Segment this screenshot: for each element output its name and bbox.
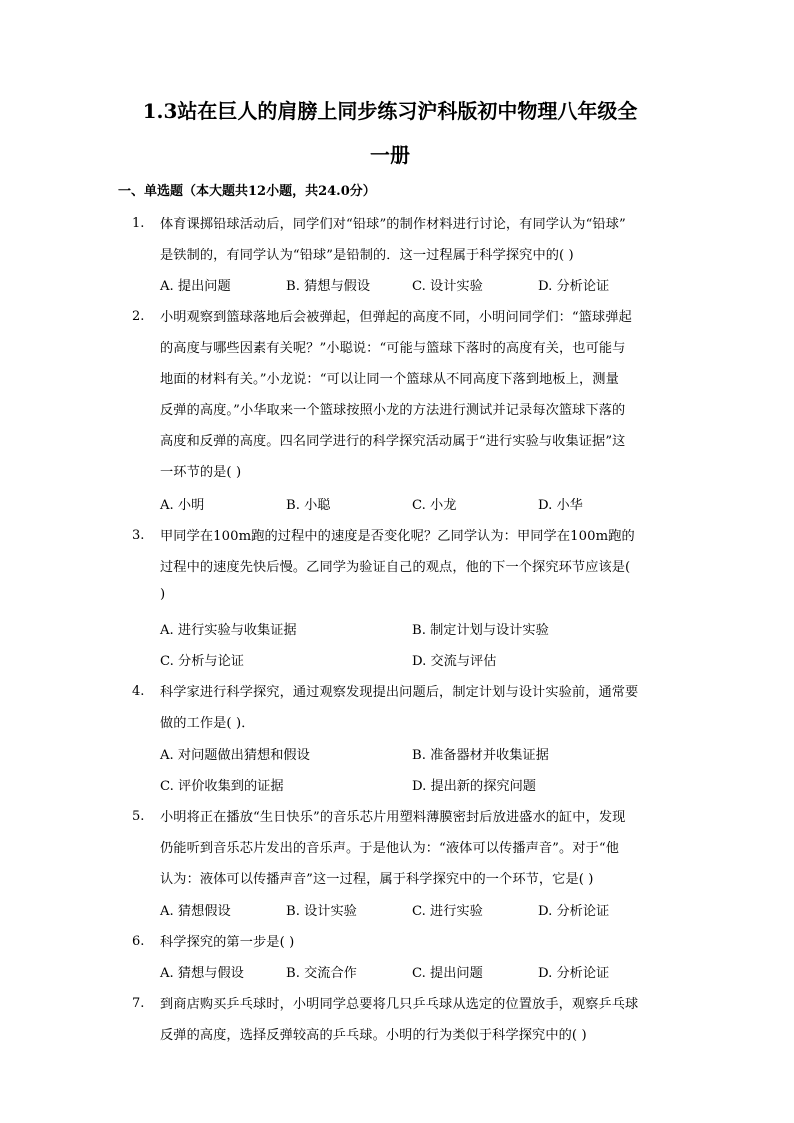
question-text-line: )	[160, 587, 166, 602]
option-a: A. 猜想与假设	[160, 966, 244, 981]
option-c: C. 分析与论证	[160, 654, 244, 669]
question-text-line: 体育课掷铅球活动后，同学们对“铅球”的制作材料进行讨论，有同学认为“铅球”	[160, 217, 626, 232]
option-d: D. 分析论证	[538, 904, 610, 919]
option-b: B. 准备器材并收集证据	[412, 748, 549, 763]
question-number: 4.	[132, 684, 145, 699]
question-text-line: 认为：液体可以传播声音”这一过程，属于科学探究中的一个环节，它是( )	[160, 872, 594, 887]
question-number: 2.	[132, 309, 145, 324]
question-number: 6.	[132, 934, 145, 949]
question-text-line: 科学探究的第一步是( )	[160, 935, 295, 950]
option-b: B. 交流合作	[286, 966, 357, 981]
question-text-line: 高度和反弹的高度。四名同学进行的科学探究活动属于“进行实验与收集证据”这	[160, 434, 626, 449]
question-number: 1.	[132, 216, 145, 231]
question-text-line: 小明将正在播放“生日快乐”的音乐芯片用塑料薄膜密封后放进盛水的缸中，发现	[160, 810, 626, 825]
question-text-line: 反弹的高度。”小华取来一个篮球按照小龙的方法进行测试并记录每次篮球下落的	[160, 403, 626, 418]
question-text-line: 反弹的高度，选择反弹较高的乒乓球。小明的行为类似于科学探究中的( )	[160, 1028, 587, 1043]
option-a: A. 猜想假设	[160, 904, 231, 919]
option-c: C. 进行实验	[412, 904, 483, 919]
question-text-line: 的高度与哪些因素有关呢？”小聪说：“可能与篮球下落时的高度有关，也可能与	[160, 341, 626, 356]
question-number: 5.	[132, 809, 145, 824]
option-c: C. 提出问题	[412, 966, 483, 981]
question-text-line: 科学家进行科学探究，通过观察发现提出问题后，制定计划与设计实验前，通常要	[160, 685, 639, 700]
section-heading: 一、单选题（本大题共12小题，共24.0分）	[118, 184, 376, 199]
option-b: B. 猜想与假设	[286, 279, 371, 294]
option-b: B. 小聪	[286, 498, 331, 513]
question-text-line: 地面的材料有关。”小龙说：“可以让同一个篮球从不同高度下落到地板上，测量	[160, 372, 619, 387]
option-d: D. 提出新的探究问题	[412, 779, 536, 794]
option-b: B. 设计实验	[286, 904, 357, 919]
question-text-line: 仍能听到音乐芯片发出的音乐声。于是他认为：“液体可以传播声音”。对于“他	[160, 841, 620, 856]
option-b: B. 制定计划与设计实验	[412, 623, 549, 638]
option-a: A. 对问题做出猜想和假设	[160, 748, 310, 763]
option-d: D. 交流与评估	[412, 654, 497, 669]
question-text-line: 小明观察到篮球落地后会被弹起，但弹起的高度不同，小明问同学们：“篮球弹起	[160, 310, 632, 325]
question-text-line: 甲同学在100m跑的过程中的速度是否变化呢？乙同学认为：甲同学在100m跑的	[160, 529, 635, 544]
question-text-line: 到商店购买乒乓球时，小明同学总要将几只乒乓球从选定的位置放手，观察乒乓球	[160, 997, 639, 1012]
option-a: A. 提出问题	[160, 279, 231, 294]
document-title-line-1: 1.3站在巨人的肩膀上同步练习沪科版初中物理八年级全	[142, 99, 638, 123]
question-text-line: 过程中的速度先快后慢。乙同学为验证自己的观点，他的下一个探究环节应该是(	[160, 560, 631, 575]
option-d: D. 小华	[538, 498, 583, 513]
question-text-line: 是铁制的，有同学认为“铅球”是铅制的．这一过程属于科学探究中的( )	[160, 248, 574, 263]
question-text-line: 一环节的是( )	[160, 465, 242, 480]
option-d: D. 分析论证	[538, 966, 610, 981]
option-c: C. 评价收集到的证据	[160, 779, 284, 794]
option-d: D. 分析论证	[538, 279, 610, 294]
question-number: 3.	[132, 528, 145, 543]
question-text-line: 做的工作是( )．	[160, 716, 255, 731]
document-title-line-2: 一册	[370, 143, 410, 167]
question-number: 7.	[132, 996, 145, 1011]
option-a: A. 进行实验与收集证据	[160, 623, 297, 638]
option-c: C. 设计实验	[412, 279, 483, 294]
option-c: C. 小龙	[412, 498, 457, 513]
option-a: A. 小明	[160, 498, 205, 513]
